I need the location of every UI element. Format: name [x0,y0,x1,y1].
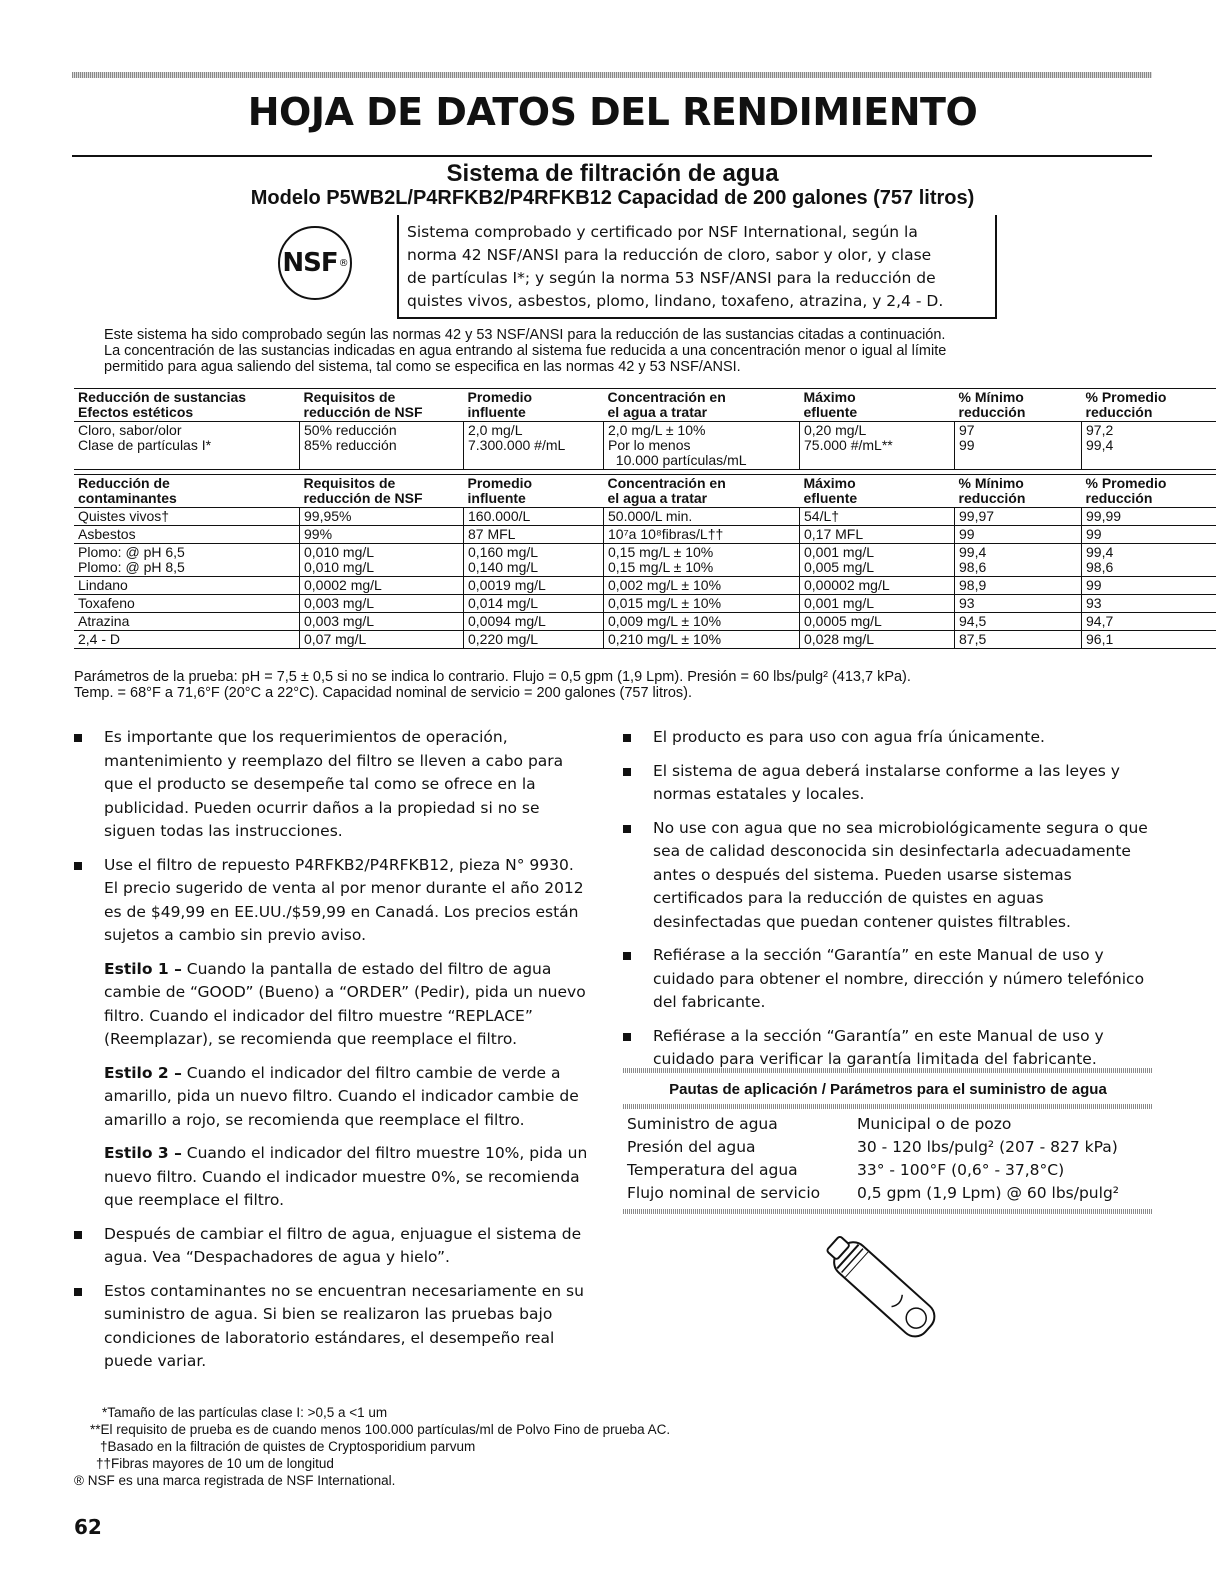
table-cell: 99,4 98,6 [1082,544,1217,577]
guideline-row: Presión del agua 30 - 120 lbs/pulg² (207 - 827 kPa) [627,1138,1118,1156]
table-cell: 0,003 mg/L [300,595,464,613]
table-cell: 87 MFL [464,526,604,544]
table-cell: 93 [955,595,1082,613]
style-3-paragraph: Estilo 3 – Cuando el indicador del filtro muestre 10%, pida un nuevo filtro. Cuando el indicador muestre 0%, se recomienda que reemplace el filtro. [104,1144,588,1209]
table-cell: 10⁷a 10⁸fibras/L†† [604,526,800,544]
table-cell: Quistes vivos† [74,508,300,526]
table-cell: % Promedio reducción [1082,475,1217,508]
table-header-row [74,389,1216,422]
table-cell: 50.000/L min. [604,508,800,526]
list-item: Refiérase a la sección “Garantía” en este Manual de uso y cuidado para obtener el nombre, dirección y número telefónico del fabricante. [623,944,1153,1015]
table-header-row [74,475,1216,508]
table-cell: Reducción de sustancias Efectos estéticos [74,389,300,422]
model-line: Modelo P5WB2L/P4RFKB2/P4RFKB12 Capacidad de 200 galones (757 litros) [250,187,975,209]
table-row [74,595,1216,613]
list-item: El sistema de agua deberá instalarse conforme a las leyes y normas estatales y locales. [623,760,1153,807]
guideline-row: Flujo nominal de servicio 0,5 gpm (1,9 Lpm) @ 60 lbs/pulg² [627,1184,1119,1202]
table-cell: Requisitos de reducción de NSF [300,475,464,508]
table-cell: 54/L† [800,508,955,526]
nsf-logo: NSF ® [278,226,352,300]
table-cell: 97,2 99,4 [1082,422,1217,470]
guideline-row: Suministro de agua Municipal o de pozo [627,1115,1012,1133]
table-cell: 0,009 mg/L ± 10% [604,613,800,631]
table-cell: Atrazina [74,613,300,631]
water-filter-icon [815,1230,955,1350]
table-cell: 94,7 [1082,613,1217,631]
list-item: Después de cambiar el filtro de agua, enjuague el sistema de agua. Vea “Despachadores de agua y hielo”. [74,1223,589,1270]
table-cell: 94,5 [955,613,1082,631]
contaminants-table [74,474,1216,649]
table-cell: 0,0002 mg/L [300,577,464,595]
list-item: Es importante que los requerimientos de operación, mantenimiento y reemplazo del filtro se lleven a cabo para que el producto se desempeñe tal como se ofrece en la publicidad. Pueden ocurrir daños a la propiedad si no se siguen todas las instrucciones. [74,726,589,844]
application-guidelines-title: Pautas de aplicación / Parámetros para el suministro de agua [669,1081,1107,1098]
table-cell: 0,17 MFL [800,526,955,544]
list-item: Estos contaminantes no se encuentran necesariamente en su suministro de agua. Si bien se realizaron las pruebas bajo condiciones de laboratorio estándares, el desempeño real puede variar. [74,1280,589,1374]
table-cell: Asbestos [74,526,300,544]
test-parameters: Parámetros de la prueba: pH = 7,5 ± 0,5 si no se indica lo contrario. Flujo = 0,5 gpm (1,9 Lpm). Presión = 60 lbs/pulg² (413,7 kPa). Temp. = 68°F a 71,6°F (20°C a 22°C). Capacidad nominal de servicio = 200 galones (757 litros). [74,669,911,701]
list-item: El producto es para uso con agua fría únicamente. [623,726,1153,750]
table-cell: 160.000/L [464,508,604,526]
footnotes: *Tamaño de las partículas clase I: >0,5 a <1 um **El requisito de prueba es de cuando menos 100.000 partículas/ml de Polvo Fino de prueba AC. †Basado en la filtración de quistes de Cryptosporidium parvum ††Fibras mayores de 10 um de longitud ® NSF es una marca registrada de NSF International. [74,1405,671,1488]
table-cell: 2,0 mg/L 7.300.000 #/mL [464,422,604,470]
table-row [74,577,1216,595]
table-cell: 0,160 mg/L 0,140 mg/L [464,544,604,577]
table-cell: 0,001 mg/L [800,595,955,613]
style-1-paragraph: Estilo 1 – Cuando la pantalla de estado del filtro de agua cambie de “GOOD” (Bueno) a “ORDER” (Pedir), pida un nuevo filtro. Cuando el indicador del filtro muestre “REPLACE” (Reemplazar), se recomienda que reemplace el filtro. [104,959,586,1048]
subtitle: Sistema de filtración de agua [446,160,779,187]
table-cell: Plomo: @ pH 6,5 Plomo: @ pH 8,5 [74,544,300,577]
table-cell: % Mínimo reducción [955,389,1082,422]
table-row [74,508,1216,526]
table-cell: Promedio influente [464,389,604,422]
table-cell: 0,00002 mg/L [800,577,955,595]
table-cell: 99% [300,526,464,544]
table-cell: 0,001 mg/L 0,005 mg/L [800,544,955,577]
top-dotted-bar [72,72,1152,78]
page-number: 62 [74,1515,102,1539]
table-cell: Requisitos de reducción de NSF [300,389,464,422]
table-cell: 99 [1082,577,1217,595]
table-cell: Máximo efluente [800,389,955,422]
table-cell: 2,0 mg/L ± 10% Por lo menos 10.000 partículas/mL [604,422,800,470]
table-cell: Cloro, sabor/olor Clase de partículas I* [74,422,300,470]
table-cell: 99 [955,526,1082,544]
table-cell: 0,002 mg/L ± 10% [604,577,800,595]
table-cell: Promedio influente [464,475,604,508]
table-cell: 0,210 mg/L ± 10% [604,631,800,649]
table-cell: 0,014 mg/L [464,595,604,613]
table-cell: 0,003 mg/L [300,613,464,631]
table-cell: 0,07 mg/L [300,631,464,649]
table-cell: 99,95% [300,508,464,526]
aesthetic-effects-table [74,388,1216,470]
style-2-paragraph: Estilo 2 – Cuando el indicador del filtro cambie de verde a amarillo, pida un nuevo filtro. Cuando el indicador cambie de amarillo a rojo, se recomienda que reemplace el filtro. [104,1063,579,1129]
left-column [74,726,589,1384]
table-cell: Toxafeno [74,595,300,613]
title-rule [72,155,1152,157]
table-cell: 50% reducción 85% reducción [300,422,464,470]
table-cell: 93 [1082,595,1217,613]
table-cell: 87,5 [955,631,1082,649]
table-cell: 0,0005 mg/L [800,613,955,631]
table-cell: Concentración en el agua a tratar [604,475,800,508]
table-cell: % Promedio reducción [1082,389,1217,422]
table-cell: 96,1 [1082,631,1217,649]
table-row [74,631,1216,649]
table-cell: 97 99 [955,422,1082,470]
table-cell: 99,99 [1082,508,1217,526]
table-cell: 0,220 mg/L [464,631,604,649]
table-cell: 0,0094 mg/L [464,613,604,631]
table-row [74,422,1216,470]
table-cell: 0,015 mg/L ± 10% [604,595,800,613]
intro-text: Este sistema ha sido comprobado según las normas 42 y 53 NSF/ANSI para la reducción de las sustancias citadas a continuación. La concentración de las sustancias indicadas en agua entrando al sistema fue reducida a una concentración menor o igual al límite permitido para agua saliendo del sistema, tal como se especifica en las normas 42 y 53 NSF/ANSI. [104,327,947,375]
table-cell: 98,9 [955,577,1082,595]
table-cell: % Mínimo reducción [955,475,1082,508]
table-cell: Lindano [74,577,300,595]
table-cell: Concentración en el agua a tratar [604,389,800,422]
table-cell: 0,010 mg/L 0,010 mg/L [300,544,464,577]
table-cell: 99,97 [955,508,1082,526]
guideline-row: Temperatura del agua 33° - 100°F (0,6° - 37,8°C) [627,1161,1065,1179]
table-row [74,526,1216,544]
table-row [74,544,1216,577]
page-title: HOJA DE DATOS DEL RENDIMIENTO [247,90,978,134]
list-item: No use con agua que no sea microbiológicamente segura o que sea de calidad desconocida sin desinfectarla adecuadamente antes o después del sistema. Pueden usarse sistemas certificados para la reducción de quistes en aguas desinfectadas que puedan contener quistes filtrables. [623,817,1153,935]
right-column [623,726,1153,1082]
table-cell: 0,20 mg/L 75.000 #/mL** [800,422,955,470]
table-cell: 0,028 mg/L [800,631,955,649]
certification-box: Sistema comprobado y certificado por NSF International, según la norma 42 NSF/ANSI para la reducción de cloro, sabor y olor, y clase de partículas I*; y según la norma 53 NSF/ANSI para la reducción de quistes vivos, asbestos, plomo, lindano, toxafeno, atrazina, y 2,4 - D. [397,215,997,319]
table-cell: 0,15 mg/L ± 10% 0,15 mg/L ± 10% [604,544,800,577]
table-cell: 0,0019 mg/L [464,577,604,595]
table-cell: 99,4 98,6 [955,544,1082,577]
application-guidelines-box [623,1068,1153,1214]
table-cell: 99 [1082,526,1217,544]
table-cell: 2,4 - D [74,631,300,649]
list-item: Use el filtro de repuesto P4RFKB2/P4RFKB12, pieza N° 9930. El precio sugerido de venta al por menor durante el año 2012 es de $49,99 en EE.UU./$59,99 en Canadá. Los precios están sujetos a cambio sin previo aviso. [74,854,589,948]
table-cell: Máximo efluente [800,475,955,508]
table-row [74,613,1216,631]
list-item: Refiérase a la sección “Garantía” en este Manual de uso y cuidado para verificar la garantía limitada del fabricante. [623,1025,1153,1072]
table-cell: Reducción de contaminantes [74,475,300,508]
